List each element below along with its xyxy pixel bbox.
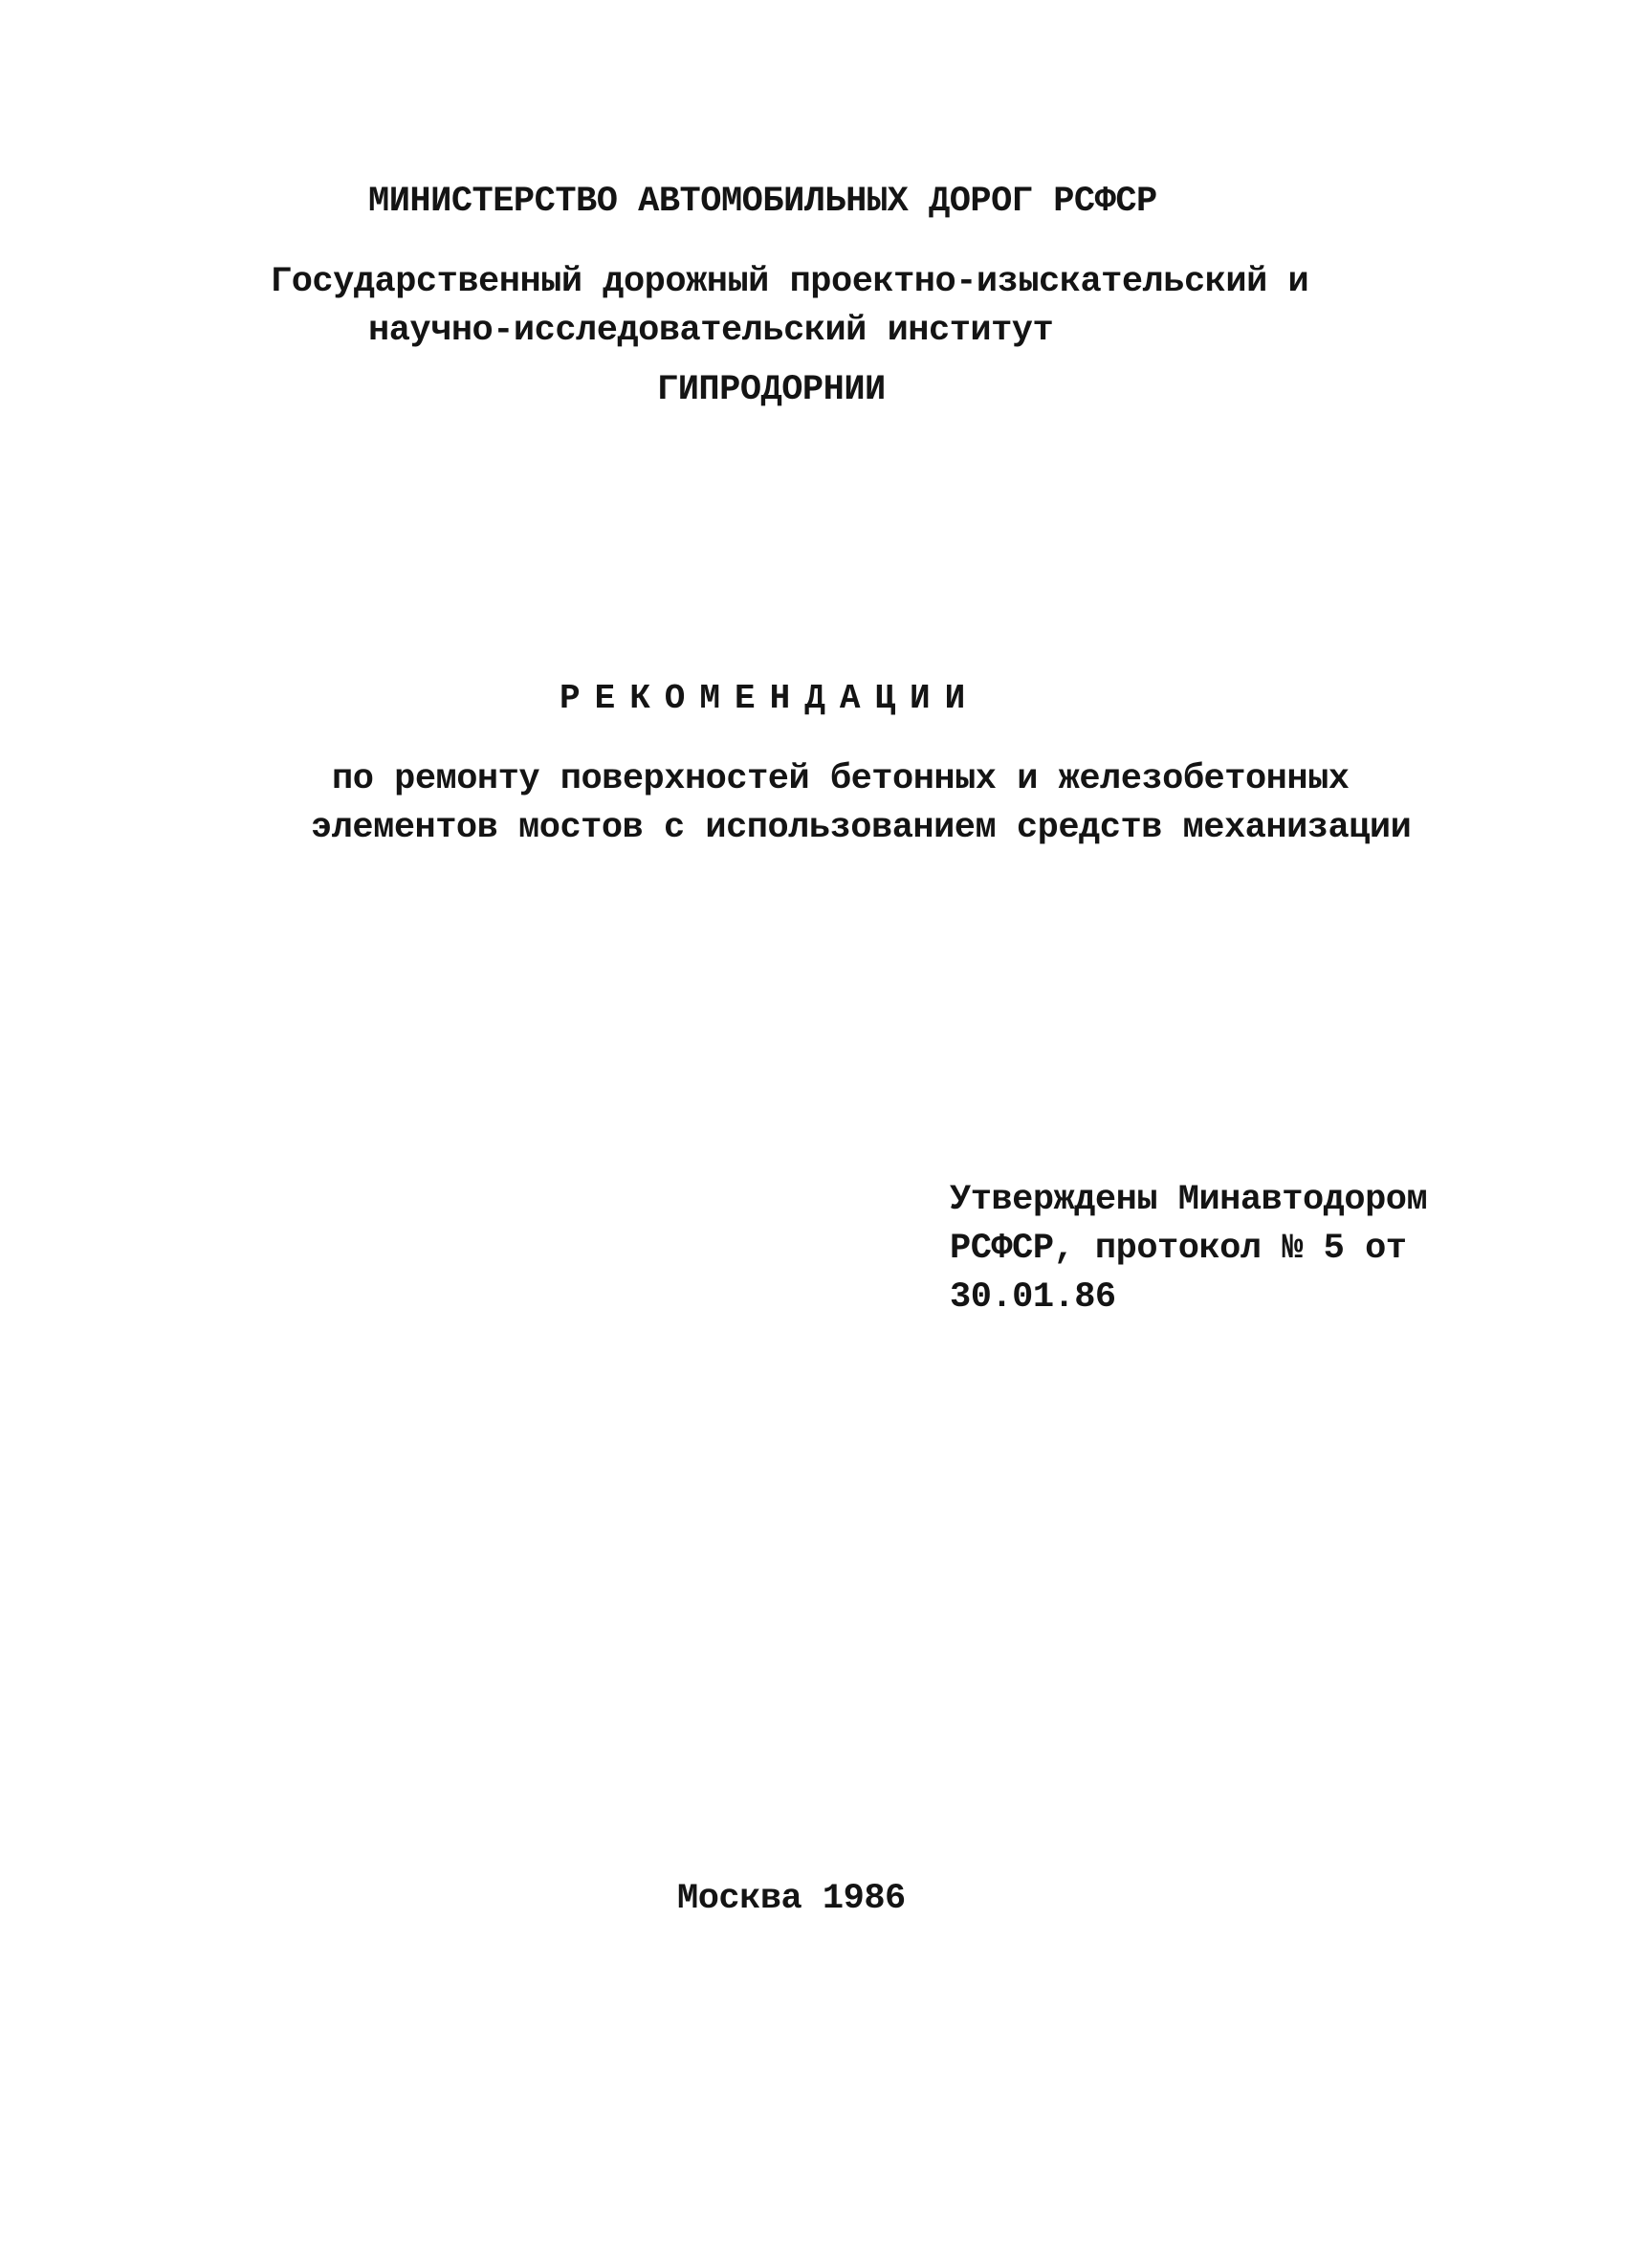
institute-name-line-1: Государственный дорожный проектно-изыскательский и [271,262,1309,302]
document-subject-line-2: элементов мостов с использованием средств механизации [311,808,1412,848]
approval-note-line-1: Утверждены Минавтодором [950,1180,1428,1220]
ministry-name: МИНИСТЕРСТВО АВТОМОБИЛЬНЫХ ДОРОГ РСФСР [368,182,1157,222]
document-subject-line-1: по ремонту поверхностей бетонных и железобетонных [332,759,1350,799]
institute-name-line-2: научно-исследовательский институт [368,311,1054,351]
document-title: РЕКОМЕНДАЦИИ [560,679,980,718]
approval-note-line-3: 30.01.86 [950,1277,1116,1318]
place-and-year: Москва 1986 [677,1879,906,1919]
institute-abbreviation: ГИПРОДОРНИИ [657,370,886,410]
approval-note-line-2: РСФСР, протокол № 5 от [950,1229,1407,1269]
